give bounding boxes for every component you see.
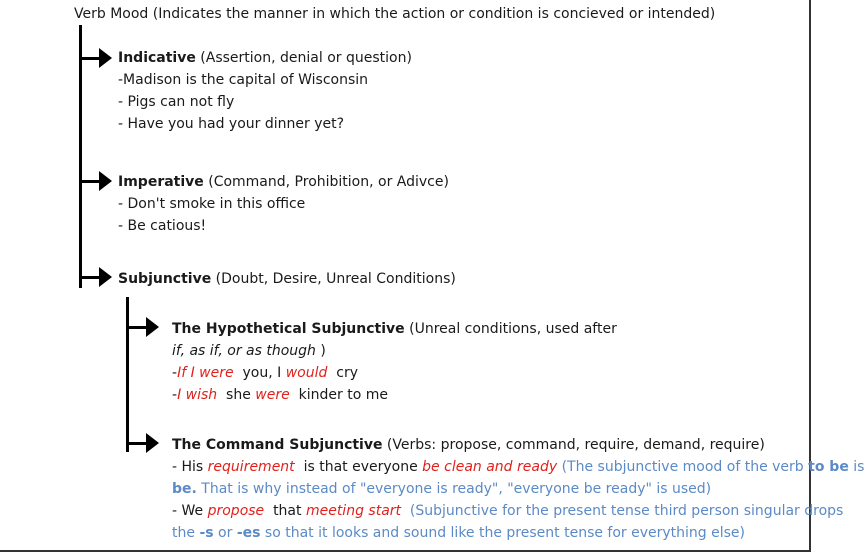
explanation-text: so that it looks and sound like the present tense for everything else) (260, 525, 746, 541)
main-tree-line (79, 25, 82, 288)
command-example-2-cont (172, 524, 745, 542)
subjunctive-phrase: were (255, 387, 290, 403)
explanation-text: or (213, 525, 237, 541)
explanation-bold: -s (199, 525, 214, 541)
indicative-heading: Indicative (118, 50, 196, 66)
plain-text: that (264, 503, 306, 519)
indicative-desc: (Assertion, denial or question) (195, 50, 412, 66)
imperative-heading: Imperative (118, 174, 204, 190)
imperative-example: - Be catious! (118, 218, 207, 234)
indicative-example: -Madison is the capital of Wisconsin (118, 72, 369, 88)
command-desc: (Verbs: propose, command, require, demand, require) (382, 437, 765, 453)
plain-text: cry (327, 365, 359, 381)
subjunctive-phrase: propose (207, 503, 265, 519)
explanation-text: That is why instead of "everyone is ready", "everyone be ready" is used) (196, 481, 712, 497)
plain-text: is that everyone (294, 459, 423, 475)
command-connector (126, 442, 148, 445)
plain-text: - We (172, 503, 208, 519)
explanation-bold: be. (172, 481, 197, 497)
hypothetical-example-1 (172, 364, 358, 382)
subjunctive-phrase: be clean and ready (422, 459, 558, 475)
explanation-text: the (172, 525, 200, 541)
hypothetical-desc-close: ) (320, 343, 326, 359)
command-example-1-cont (172, 480, 711, 498)
plain-text: you, I (233, 365, 286, 381)
subjunctive-heading-line (118, 270, 456, 288)
command-example-1 (172, 458, 864, 476)
indicative-heading-line (118, 49, 412, 67)
subjunctive-phrase: would (285, 365, 328, 381)
indicative-connector (79, 57, 101, 60)
plain-text: kinder to me (289, 387, 388, 403)
explanation-text: (The subjunctive mood of the verb (557, 459, 809, 475)
hypothetical-heading-line (172, 320, 617, 338)
hypothetical-conjunctions: if, as if, or as though (172, 343, 316, 359)
imperative-arrow-icon (99, 171, 112, 191)
dash: - (172, 387, 178, 403)
indicative-example: - Have you had your dinner yet? (118, 116, 345, 132)
subjunctive-phrase: requirement (207, 459, 295, 475)
indicative-example: - Pigs can not fly (118, 94, 235, 110)
command-heading-line (172, 436, 765, 454)
subjunctive-tree-line (126, 297, 129, 452)
explanation-text: is (848, 459, 864, 475)
subjunctive-phrase: meeting start (305, 503, 402, 519)
hypothetical-example-2 (172, 386, 388, 404)
subjunctive-heading: Subjunctive (118, 271, 212, 287)
hypothetical-heading: The Hypothetical Subjunctive (172, 321, 405, 337)
subjunctive-desc: (Doubt, Desire, Unreal Conditions) (211, 271, 456, 287)
imperative-connector (79, 180, 101, 183)
command-example-2 (172, 502, 843, 520)
explanation-bold: -es (236, 525, 261, 541)
subjunctive-phrase: If I were (177, 365, 234, 381)
subjunctive-phrase: I wish (177, 387, 218, 403)
hypothetical-connector (126, 326, 148, 329)
imperative-heading-line (118, 173, 449, 191)
hypothetical-desc-line2 (172, 342, 326, 360)
plain-text: - His (172, 459, 208, 475)
command-heading: The Command Subjunctive (172, 437, 383, 453)
page-title: Verb Mood (Indicates the manner in which the action or condition is concieved or intended) (74, 6, 716, 22)
indicative-arrow-icon (99, 48, 112, 68)
subjunctive-arrow-icon (99, 267, 112, 287)
explanation-bold: to be (808, 459, 849, 475)
dash: - (172, 365, 178, 381)
subjunctive-connector (79, 276, 101, 279)
command-arrow-icon (146, 433, 159, 453)
plain-text: she (217, 387, 256, 403)
imperative-desc: (Command, Prohibition, or Adivce) (203, 174, 449, 190)
explanation-text: (Subjunctive for the present tense third person singular drops (401, 503, 844, 519)
imperative-example: - Don't smoke in this office (118, 196, 306, 212)
hypothetical-arrow-icon (146, 317, 159, 337)
hypothetical-desc: (Unreal conditions, used after (404, 321, 617, 337)
